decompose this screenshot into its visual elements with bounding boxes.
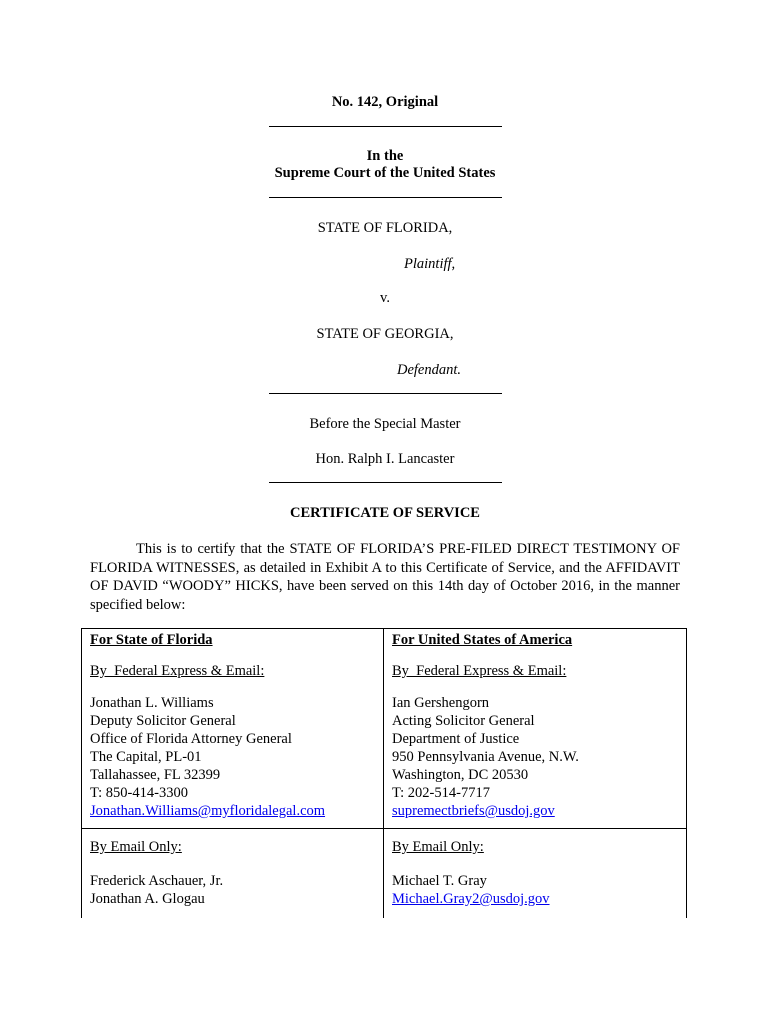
usa-contact-line: Washington, DC 20530 — [392, 767, 529, 783]
usa-header: For United States of America — [392, 632, 573, 648]
florida-contact-line: Tallahassee, FL 32399 — [90, 767, 221, 783]
florida-contact-line: Deputy Solicitor General — [90, 713, 236, 729]
divider-rule — [269, 393, 502, 394]
usa-contact-line: Acting Solicitor General — [392, 713, 535, 729]
plaintiff-role: Plaintiff, — [404, 256, 456, 272]
usa-email-only-method: By Email Only: — [392, 839, 484, 855]
florida-contact-line: Office of Florida Attorney General — [90, 731, 292, 747]
service-table — [81, 628, 687, 918]
plaintiff-name: STATE OF FLORIDA, — [317, 220, 453, 236]
florida-contact-line: The Capital, PL-01 — [90, 749, 202, 765]
versus: v. — [380, 290, 390, 306]
divider-rule — [269, 197, 502, 198]
certificate-body — [90, 540, 680, 614]
special-master-name: Hon. Ralph I. Lancaster — [315, 451, 455, 467]
defendant-name: STATE OF GEORGIA, — [316, 326, 454, 342]
florida-service-method: By Federal Express & Email: — [90, 663, 265, 679]
divider-rule — [269, 482, 502, 483]
divider-rule — [269, 126, 502, 127]
florida-header: For State of Florida — [90, 632, 213, 648]
court-line-1: In the — [366, 148, 404, 164]
usa-service-method: By Federal Express & Email: — [392, 663, 567, 679]
defendant-role: Defendant. — [397, 362, 462, 378]
usa-contact-line: 950 Pennsylvania Avenue, N.W. — [392, 749, 579, 765]
florida-email-link[interactable]: Jonathan.Williams@myfloridalegal.com — [90, 803, 326, 819]
court-line-2: Supreme Court of the United States — [274, 165, 496, 181]
certificate-heading: CERTIFICATE OF SERVICE — [290, 505, 480, 521]
florida-contact-line: Jonathan L. Williams — [90, 695, 214, 711]
usa-contact-line: Ian Gershengorn — [392, 695, 490, 711]
florida-email-only-method: By Email Only: — [90, 839, 182, 855]
florida-contact-name: Jonathan A. Glogau — [90, 891, 205, 907]
usa-email-link[interactable]: supremectbriefs@usdoj.gov — [392, 803, 555, 819]
usa-contact-line: T: 202-514-7717 — [392, 785, 490, 801]
usa-contact-name: Michael T. Gray — [392, 873, 487, 889]
usa-contact-line: Department of Justice — [392, 731, 520, 747]
usa-email-link-2[interactable]: Michael.Gray2@usdoj.gov — [392, 891, 550, 907]
certificate-body-text: This is to certify that the STATE OF FLORIDA’S PRE-FILED DIRECT TESTIMONY OF FLORIDA WITNESSES, as detailed in Exhibit A to this Certificate of Service, and the AFFIDAVIT OF DAVID “WOODY” HICKS, have been served on this 14th day of October 2016, in the manner specified below: — [90, 541, 680, 613]
before-line: Before the Special Master — [309, 416, 461, 432]
florida-contact-line: T: 850-414-3300 — [90, 785, 188, 801]
florida-contact-name: Frederick Aschauer, Jr. — [90, 873, 224, 889]
case-number: No. 142, Original — [331, 94, 439, 110]
